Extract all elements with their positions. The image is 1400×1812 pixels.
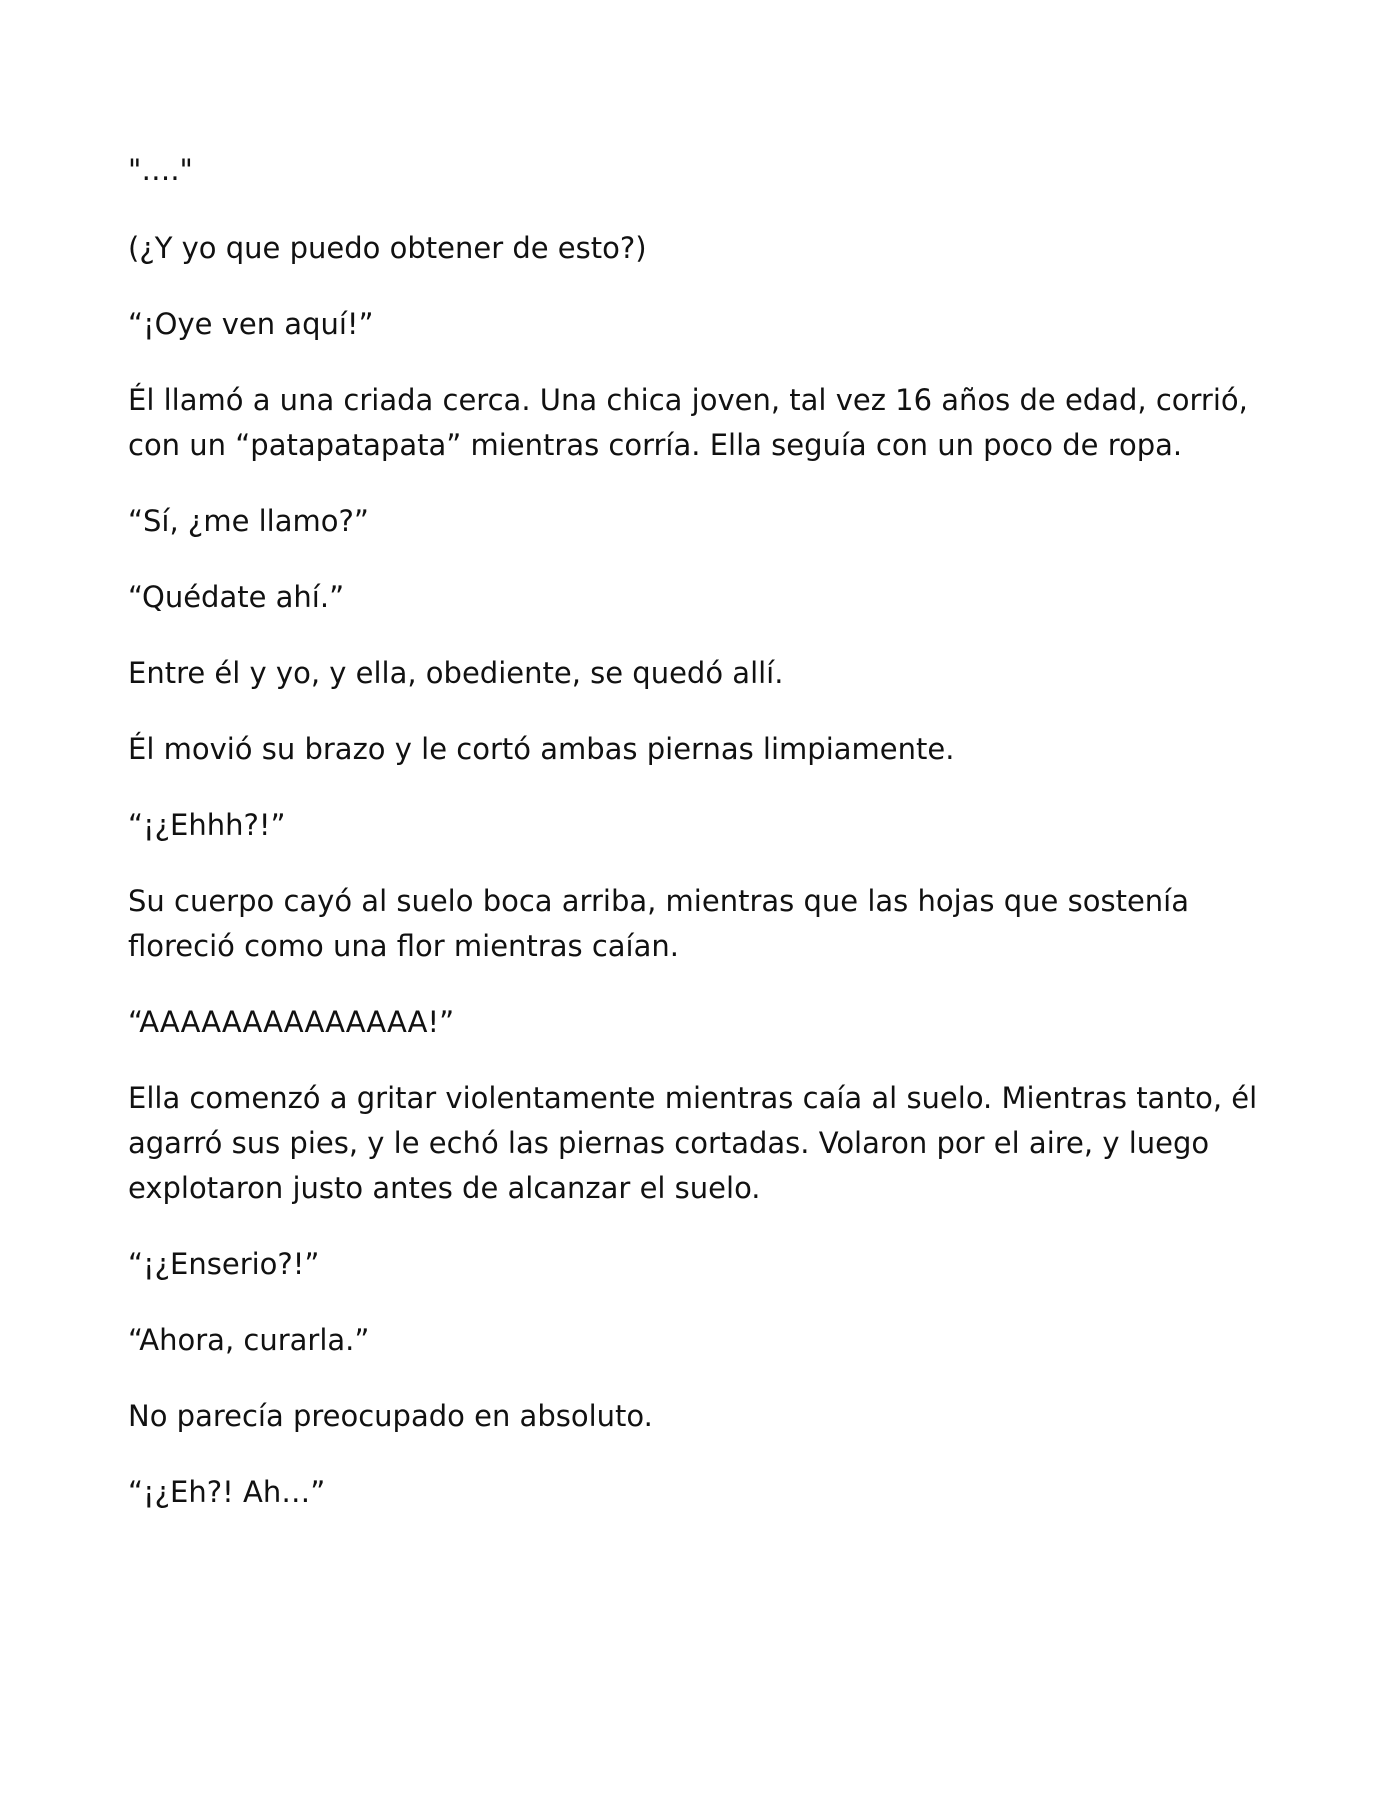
paragraph-dialogue-enserio: “¡¿Enserio?!” [128,1247,320,1281]
paragraph-dialogue-quedate: “Quédate ahí.” [128,580,345,614]
paragraph-ellipsis-quote: "…." [128,153,193,187]
paragraph-narration-criada: Él llamó a una criada cerca. Una chica joven, tal vez 16 años de edad, corrió, con un “patapatapata” mientras corría. Ella seguía con un poco de ropa. [128,383,1248,462]
paragraph-dialogue-me-llamo: “Sí, ¿me llamo?” [128,504,369,538]
paragraph-dialogue-curarla: “Ahora, curarla.” [128,1323,370,1357]
paragraph-dialogue-eh-ah: “¡¿Eh?! Ah…” [128,1475,326,1509]
paragraph-dialogue-scream: “AAAAAAAAAAAAAA!” [128,1005,455,1039]
paragraph-narration-brazo: Él movió su brazo y le cortó ambas piernas limpiamente. [128,732,955,766]
paragraph-dialogue-ehhh: “¡¿Ehhh?!” [128,808,286,842]
paragraph-narration-cuerpo: Su cuerpo cayó al suelo boca arriba, mientras que las hojas que sostenía floreció como una flor mientras caían. [128,884,1189,963]
paragraph-thought: (¿Y yo que puedo obtener de esto?) [128,231,647,265]
paragraph-narration-entre: Entre él y yo, y ella, obediente, se quedó allí. [128,656,784,690]
paragraph-narration-preocupado: No parecía preocupado en absoluto. [128,1399,653,1433]
paragraph-dialogue-oye: “¡Oye ven aquí!” [128,307,374,341]
paragraph-narration-gritar: Ella comenzó a gritar violentamente mientras caía al suelo. Mientras tanto, él agarró sus pies, y le echó las piernas cortadas. Volaron por el aire, y luego explotaron justo antes de alcanzar el suelo. [128,1081,1258,1205]
document-body [128,150,1288,1546]
